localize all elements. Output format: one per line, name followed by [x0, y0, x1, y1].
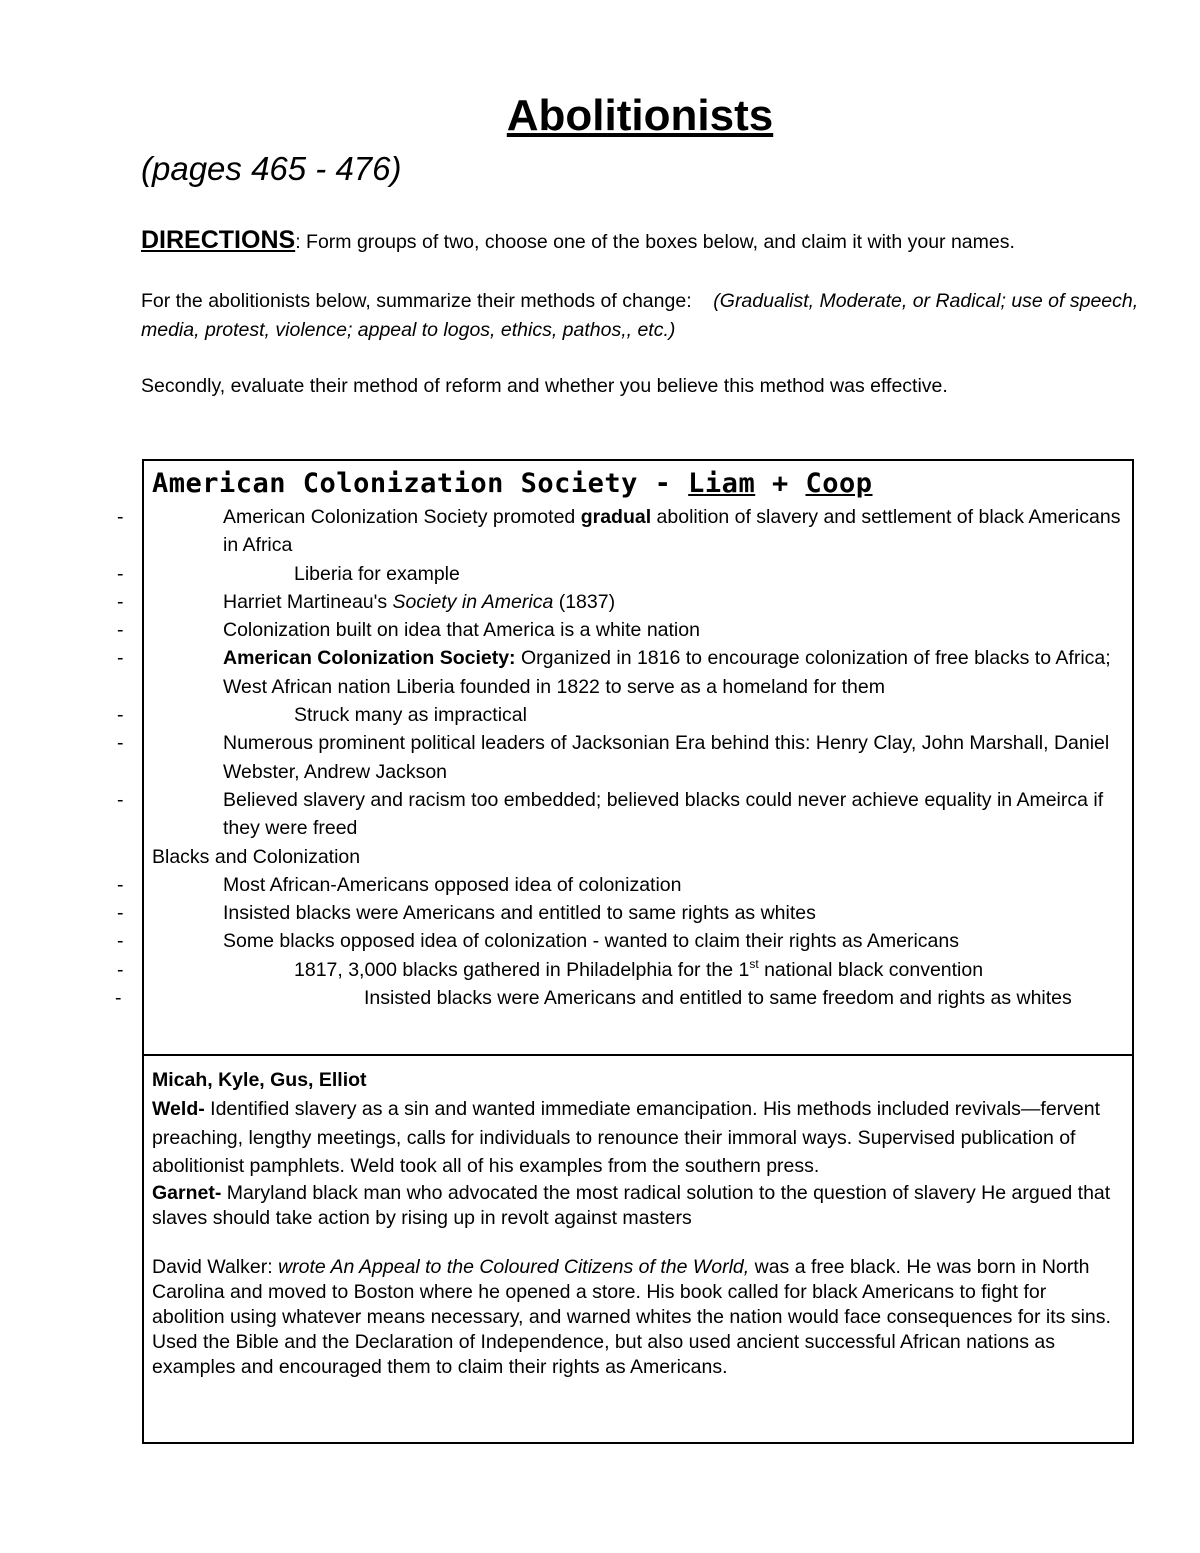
list-item: - Numerous prominent political leaders of Jacksonian Era behind this: Henry Clay, John Marshall, Daniel Webster, Andrew Jackson [152, 729, 1122, 786]
plus-sign: + [755, 468, 806, 499]
emphasis-gradual: gradual [580, 506, 652, 528]
colonization-list [152, 503, 1122, 843]
garnet-label: Garnet- [152, 1182, 222, 1205]
directions-colon: : [295, 231, 301, 253]
list-item: - Insisted blacks were Americans and entitled to same rights as whites [152, 899, 1122, 927]
summarize-criteria: (Gradualist, Moderate, or Radical; use of speech, media, protest, violence; appeal to logos, ethics, pathos,, etc.) [141, 290, 1139, 341]
summarize-text: For the abolitionists below, summarize their methods of change: [141, 290, 714, 312]
weld-text: Identified slavery as a sin and wanted immediate emancipation. His methods included revivals—fervent preaching, lengthy meetings, calls for individuals to renounce their immoral ways. Supervised publication of abolitionist pamphlets. Weld took all of his examples from the southern press. [152, 1097, 1101, 1178]
ordinal-suffix: st [749, 956, 759, 971]
list-item-text: 1817, 3,000 blacks gathered in Philadelphia for the 1 [294, 958, 750, 981]
directions-paragraph [141, 226, 1151, 257]
page-range: (pages 465 - 476) [141, 150, 402, 187]
reformers-box [142, 1054, 1134, 1444]
book-title: Society in America [392, 590, 554, 613]
evaluate-paragraph: Secondly, evaluate their method of reform and whether you believe this method was effective. [141, 375, 948, 397]
walker-text: was a free black. He was born in North Carolina and moved to Boston where he opened a store. His book called for black Americans to fight for abolition using whatever means necessary, and warned whites the nation would face consequences for its sins. Used the Bible and the Declaration of Independence, but also used ancient successful African nations as examples and encouraged them to claim their rights as Americans. [152, 1256, 1111, 1379]
group-name-2: Coop [805, 468, 873, 499]
weld-label: Weld- [152, 1097, 205, 1120]
list-item [152, 503, 1122, 560]
list-item [152, 956, 1122, 984]
reformers-box-content [152, 1066, 1122, 1380]
list-item-text: abolition of slavery and settlement of black Americans in Africa [223, 506, 1121, 557]
list-item: - Colonization built on idea that America is a white nation [152, 616, 1122, 644]
colonization-box [142, 459, 1134, 1056]
group-name-1: Liam [688, 468, 756, 499]
subheading: Blacks and Colonization [152, 845, 361, 868]
box-heading [152, 465, 1122, 503]
list-item: - Struck many as impractical [152, 701, 1122, 729]
weld-paragraph [152, 1095, 1122, 1181]
garnet-text: Maryland black man who advocated the most radical solution to the question of slavery He argued that slaves should take action by rising up in revolt against masters [152, 1182, 1111, 1230]
list-item-text: Harriet Martineau's [223, 590, 393, 613]
group-names: Micah, Kyle, Gus, Elliot [152, 1069, 367, 1091]
list-item: - Believed slavery and racism too embedded; believed blacks could never achieve equality in Ameirca if they were freed [152, 786, 1122, 843]
colonization-box-content [152, 465, 1122, 1012]
blacks-colonization-list [152, 871, 1122, 1012]
list-item [152, 588, 1122, 616]
list-item-text: national black convention [758, 958, 984, 981]
list-item: - Liberia for example [152, 560, 1122, 588]
directions-label: DIRECTIONS [141, 226, 296, 254]
walker-book: wrote An Appeal to the Coloured Citizens of the World, [278, 1256, 750, 1279]
page-title: Abolitionists [506, 91, 774, 140]
list-item: - Some blacks opposed idea of colonization - wanted to claim their rights as Americans [152, 927, 1122, 955]
term-label: American Colonization Society: [223, 647, 516, 670]
summarize-paragraph [141, 287, 1151, 344]
box-heading-text: American Colonization Society - [152, 468, 689, 499]
walker-label: David Walker: [152, 1256, 279, 1279]
list-item-text: American Colonization Society promoted [223, 506, 581, 528]
list-item [152, 644, 1122, 701]
list-item-text: (1837) [553, 590, 616, 613]
list-item-text: Organized in 1816 to encourage colonization of free blacks to Africa; West African nation Liberia founded in 1822 to serve as a homeland for them [223, 647, 1111, 698]
list-item: - Insisted blacks were Americans and entitled to same freedom and rights as whites [152, 984, 1122, 1012]
list-item: - Most African-Americans opposed idea of colonization [152, 871, 1122, 899]
walker-paragraph [152, 1255, 1122, 1380]
directions-text: Form groups of two, choose one of the boxes below, and claim it with your names. [300, 231, 1015, 253]
garnet-paragraph [152, 1181, 1122, 1231]
